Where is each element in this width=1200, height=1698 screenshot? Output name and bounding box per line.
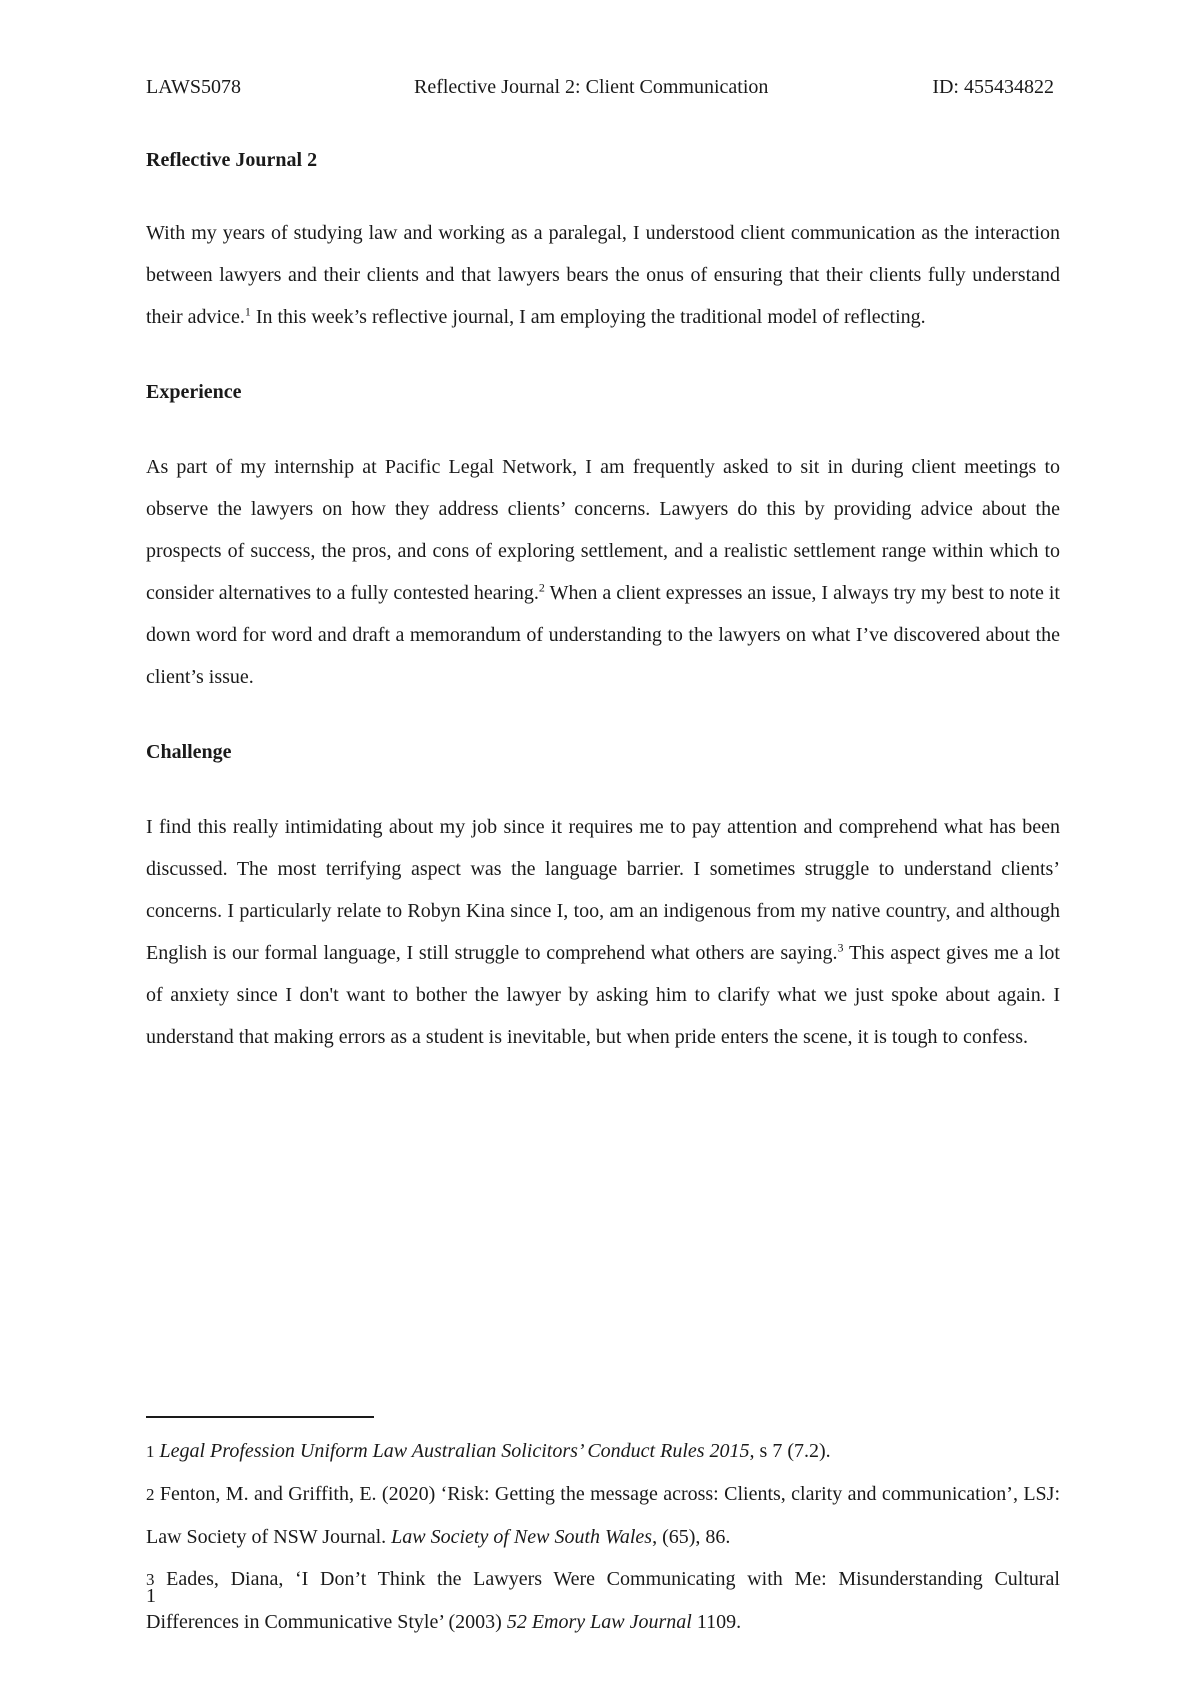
header-title: Reflective Journal 2: Client Communication xyxy=(414,76,769,98)
experience-text: As part of my internship at Pacific Legal Network, I am frequently asked to sit in during client meetings to observe the lawyers on how they address clients’ concerns. Lawyers do this by providing advice about the prospects of success, the pros, and cons of exploring settlement, and a realistic settlement range within which to consider alternatives to a fully contested hearing. xyxy=(146,456,1060,604)
footnote-text: s 7 (7.2). xyxy=(754,1440,831,1462)
page-number: 1 xyxy=(146,1585,156,1607)
document-body xyxy=(146,144,1060,1058)
footnote-text: , (65), 86. xyxy=(652,1526,731,1548)
footnote-2 xyxy=(146,1473,1060,1558)
footnote-italic-text: 52 Emory Law Journal xyxy=(506,1611,692,1633)
header-course-code: LAWS5078 xyxy=(146,76,242,98)
footnote-separator xyxy=(146,1416,374,1418)
intro-text-continued: In this week’s reflective journal, I am employing the traditional model of reflecting. xyxy=(250,306,926,328)
header-student-id: ID: 455434822 xyxy=(932,76,1054,98)
page-header xyxy=(146,72,1054,102)
footnote-3 xyxy=(146,1558,1060,1643)
intro-paragraph xyxy=(146,212,1060,338)
footnote-italic-text: Legal Profession Uniform Law Australian Solicitors’ Conduct Rules 2015, xyxy=(159,1440,755,1462)
footnote-ref-3[interactable]: 3 xyxy=(837,940,844,955)
footnote-1 xyxy=(146,1430,1060,1473)
challenge-text-continued: This aspect gives me a lot of anxiety since I don't want to bother the lawyer by asking him to clarify what we just spoke about again. I understand that making errors as a student is inevitable, but when pride enters the scene, it is tough to confess. xyxy=(146,942,1060,1048)
footnotes xyxy=(146,1430,1060,1643)
experience-text-continued: When a client expresses an issue, I always try my best to note it down word for word and draft a memorandum of understanding to the lawyers on what I’ve discovered about the client’s issue. xyxy=(146,582,1060,688)
footnote-number: 3 xyxy=(146,1570,155,1589)
experience-paragraph xyxy=(146,446,1060,698)
footnote-ref-1[interactable]: 1 xyxy=(244,304,251,319)
section-heading-challenge: Challenge xyxy=(146,741,232,763)
challenge-paragraph xyxy=(146,806,1060,1058)
document-title: Reflective Journal 2 xyxy=(146,149,318,171)
footnote-number: 1 xyxy=(146,1442,155,1461)
challenge-text: I find this really intimidating about my job since it requires me to pay attention and comprehend what has been discussed. The most terrifying aspect was the language barrier. I sometimes struggle to understand clients’ concerns. I particularly relate to Robyn Kina since I, too, am an indigenous from my native country, and although English is our formal language, I still struggle to comprehend what others are saying. xyxy=(146,816,1060,964)
section-heading-experience: Experience xyxy=(146,381,242,403)
footnote-text: 1109. xyxy=(691,1611,742,1633)
footnote-number: 2 xyxy=(146,1485,155,1504)
intro-text: With my years of studying law and working as a paralegal, I understood client communication as the interaction between lawyers and their clients and that lawyers bears the onus of ensuring that their clients fully understand their advice. xyxy=(146,222,1060,328)
footnote-italic-text: Law Society of New South Wales xyxy=(391,1526,653,1548)
footnote-ref-2[interactable]: 2 xyxy=(538,580,545,595)
footnote-text: Eades, Diana, ‘I Don’t Think the Lawyers Were Communicating with Me: Misunderstanding Cultural Differences in Communicative Style’ (2003) xyxy=(146,1568,1060,1633)
footnote-text: Fenton, M. and Griffith, E. (2020) ‘Risk: Getting the message across: Clients, clarity and communication’, LSJ: Law Society of NSW Journal. xyxy=(146,1483,1060,1548)
